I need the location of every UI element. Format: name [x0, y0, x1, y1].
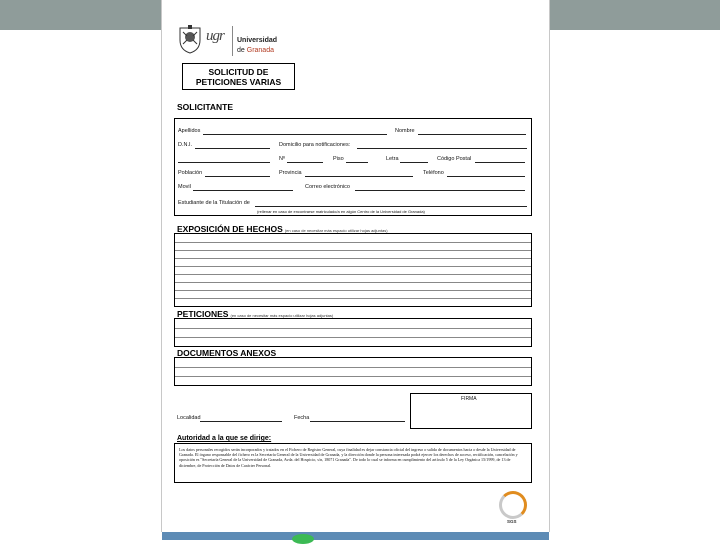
nombre-label: Nombre — [395, 128, 415, 134]
ruled-line — [175, 367, 531, 368]
documentos-heading: DOCUMENTOS ANEXOS — [177, 348, 277, 358]
document-page — [162, 0, 549, 532]
peticiones-note: (en caso de necesitar más espacio utilizar hojas adjuntas) — [230, 313, 334, 318]
correo-label: Correo electrónico — [305, 184, 350, 190]
fecha-field[interactable] — [310, 421, 405, 422]
nombre-field[interactable] — [418, 134, 526, 135]
correo-field[interactable] — [355, 190, 525, 191]
ruled-line — [175, 274, 531, 275]
form-title-line2: PETICIONES VARIAS — [195, 77, 282, 87]
poblacion-field[interactable] — [205, 176, 270, 177]
poblacion-label: Población — [178, 170, 203, 176]
estudiante-label: Estudiante de la Titulación de — [178, 200, 250, 206]
ruled-line — [175, 242, 531, 243]
provincia-label: Provincia — [279, 170, 302, 176]
ruled-line — [175, 282, 531, 283]
estudiante-note: (rellenar en caso de encontrarse matriculado/a en algún Centro de la Universidad de Granada) — [257, 209, 425, 214]
form-title-box — [182, 63, 295, 90]
coat-of-arms-icon — [177, 24, 203, 54]
ruled-line — [175, 298, 531, 299]
ruled-line — [175, 250, 531, 251]
autoridad-heading: Autoridad a la que se dirige: — [177, 435, 272, 442]
taskbar-strip — [162, 532, 549, 540]
domicilio-label: Domicilio para notificaciones: — [279, 142, 351, 148]
logo-granada-text: Granada — [246, 47, 274, 54]
logo-granada-line — [237, 47, 274, 54]
peticiones-box[interactable] — [174, 318, 532, 347]
peticiones-heading: PETICIONES — [177, 309, 229, 319]
domicilio-field-cont[interactable] — [178, 162, 270, 163]
localidad-label: Localidad — [177, 415, 201, 421]
taskbar-app-icon[interactable] — [292, 534, 314, 544]
codigo-postal-field[interactable] — [475, 162, 525, 163]
localidad-field[interactable] — [200, 421, 282, 422]
estudiante-field[interactable] — [255, 206, 527, 207]
exposicion-note: (en caso de necesitar más espacio utilizar hojas adjuntas) — [284, 228, 388, 233]
ruled-line — [175, 337, 531, 338]
background-bar-right — [549, 0, 720, 30]
numero-field[interactable] — [287, 162, 323, 163]
dni-field[interactable] — [195, 148, 270, 149]
telefono-label: Teléfono — [423, 170, 444, 176]
telefono-field[interactable] — [447, 176, 525, 177]
ruled-line — [175, 376, 531, 377]
logo-divider — [232, 26, 233, 56]
solicitante-box — [174, 118, 532, 216]
logo-universidad-text: Universidad — [237, 37, 278, 44]
piso-label: Piso — [333, 156, 344, 162]
movil-field[interactable] — [193, 190, 293, 191]
movil-label: Movil — [178, 184, 191, 190]
certification-seal-text: SGS — [507, 519, 517, 524]
piso-field[interactable] — [346, 162, 368, 163]
firma-label: FIRMA — [461, 396, 477, 402]
apellidos-label: Apellidos — [178, 128, 201, 134]
legal-notice-text: Los datos personales recogidos serán incorporados y tratados en el Fichero de Registro General, cuya finalidad es dejar constancia oficial del ingreso o salida de documentos hacia o desde la Universidad de Granada. El órgano responsable del fichero es la Secretaría General de la Universidad de Granada, y la dirección donde la persona interesada podrá ejercer los derechos de acceso, rectificación, cancelación y oposición es "Secretaría General de la Universidad de Granada, Avda. del Hospicio, s/n, 18071 Granada". De todo lo cual se informa en cumplimiento del artículo 5 de la Ley Orgánica 15/1999, de 13 de diciembre, de Protección de Datos de Carácter Personal. — [179, 447, 518, 468]
letra-field[interactable] — [400, 162, 428, 163]
background-bar-left — [0, 0, 162, 30]
codigo-postal-label: Código Postal — [437, 156, 472, 162]
dni-label: D.N.I. — [178, 142, 193, 148]
ruled-line — [175, 328, 531, 329]
form-title-line1: SOLICITUD DE — [208, 67, 269, 77]
firma-box[interactable] — [410, 393, 532, 429]
logo-de-text: de — [237, 47, 245, 54]
apellidos-field[interactable] — [203, 134, 387, 135]
ruled-line — [175, 258, 531, 259]
domicilio-field[interactable] — [357, 148, 527, 149]
certification-seal-icon — [499, 491, 527, 519]
fecha-label: Fecha — [294, 415, 310, 421]
exposicion-box[interactable] — [174, 233, 532, 307]
documentos-box[interactable] — [174, 357, 532, 386]
exposicion-heading: EXPOSICIÓN DE HECHOS — [177, 224, 283, 234]
solicitante-heading: SOLICITANTE — [177, 102, 234, 112]
numero-label: Nº — [279, 156, 285, 162]
provincia-field[interactable] — [305, 176, 413, 177]
logo-ugr-text: ugr — [206, 28, 224, 44]
ruled-line — [175, 290, 531, 291]
ruled-line — [175, 266, 531, 267]
legal-notice-box — [174, 443, 532, 483]
letra-label: Letra — [386, 156, 399, 162]
